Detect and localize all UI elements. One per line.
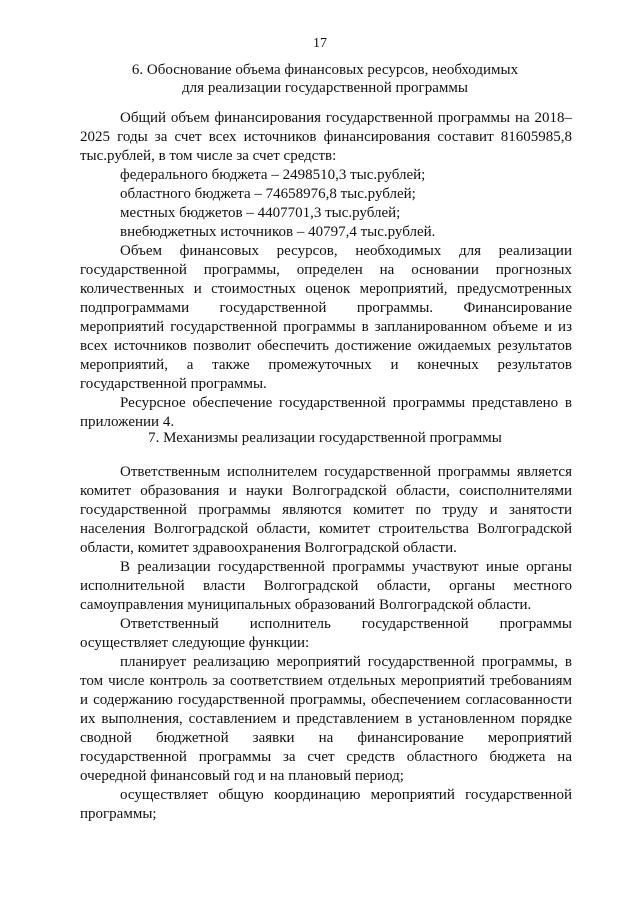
funding-source-federal: федерального бюджета – 2498510,3 тыс.рублей; xyxy=(120,167,426,183)
resource-support-paragraph: Ресурсное обеспечение государственной программы представлено в приложении 4. xyxy=(80,395,572,430)
section-7-body xyxy=(80,463,572,824)
section-6-heading-line-1: 6. Обоснование объема финансовых ресурсов, необходимых xyxy=(131,62,519,78)
section-6-heading-line-2: для реализации государственной программы xyxy=(182,80,468,96)
functions-intro-paragraph: Ответственный исполнитель государственной программы осуществляет следующие функции: xyxy=(80,616,572,651)
funding-total-paragraph: Общий объем финансирования государственной программы на 2018–2025 годы за счет всех источников финансирования составит 81605985,8 тыс.рублей, в том числе за счет средств: xyxy=(80,110,572,164)
funding-source-extrabudgetary: внебюджетных источников – 40797,4 тыс.рублей. xyxy=(120,224,436,240)
responsible-executor-paragraph: Ответственным исполнителем государственной программы является комитет образования и науки Волгоградской области, соисполнителями государственной программы являются комитет по труду и занятости населения Волгоградской области, комитет строительства Волгоградской области, комитет здравоохранения Волгоградской области. xyxy=(80,464,572,556)
funding-source-regional: областного бюджета – 74658976,8 тыс.рублей; xyxy=(120,186,416,202)
funding-volume-paragraph: Объем финансовых ресурсов, необходимых для реализации государственной программы, определен на основании прогнозных количественных и стоимостных оценок мероприятий, предусмотренных подпрограммами государственной программы. Финансирование мероприятий государственной программы в запланированном объеме и из всех источников позволит обеспечить достижение ожидаемых результатов мероприятий, а также промежуточных и конечных результатов государственной программы. xyxy=(80,243,572,392)
funding-source-local: местных бюджетов – 4407701,3 тыс.рублей; xyxy=(120,205,401,221)
section-7-heading xyxy=(80,429,570,447)
funding-sources-list xyxy=(80,166,572,242)
section-6-body xyxy=(80,109,572,432)
page-number: 17 xyxy=(313,36,327,51)
section-6-heading xyxy=(80,61,570,97)
coordination-function-paragraph: осуществляет общую координацию мероприятий государственной программы; xyxy=(80,787,572,822)
participants-paragraph: В реализации государственной программы участвуют иные органы исполнительной власти Волгоградской области, органы местного самоуправления муниципальных образований Волгоградской области. xyxy=(80,559,572,613)
section-7-heading-line: 7. Механизмы реализации государственной программы xyxy=(148,430,502,446)
planning-function-paragraph: планирует реализацию мероприятий государственной программы, в том числе контроль за соответствием отдельных мероприятий требованиям и содержанию государственной программы, обеспечением согласованности их выполнения, составлением и представлением в установленном порядке сводной бюджетной заявки на финансирование мероприятий государственной программы за счет средств областного бюджета на очередной финансовый год и на плановый период; xyxy=(80,654,572,784)
